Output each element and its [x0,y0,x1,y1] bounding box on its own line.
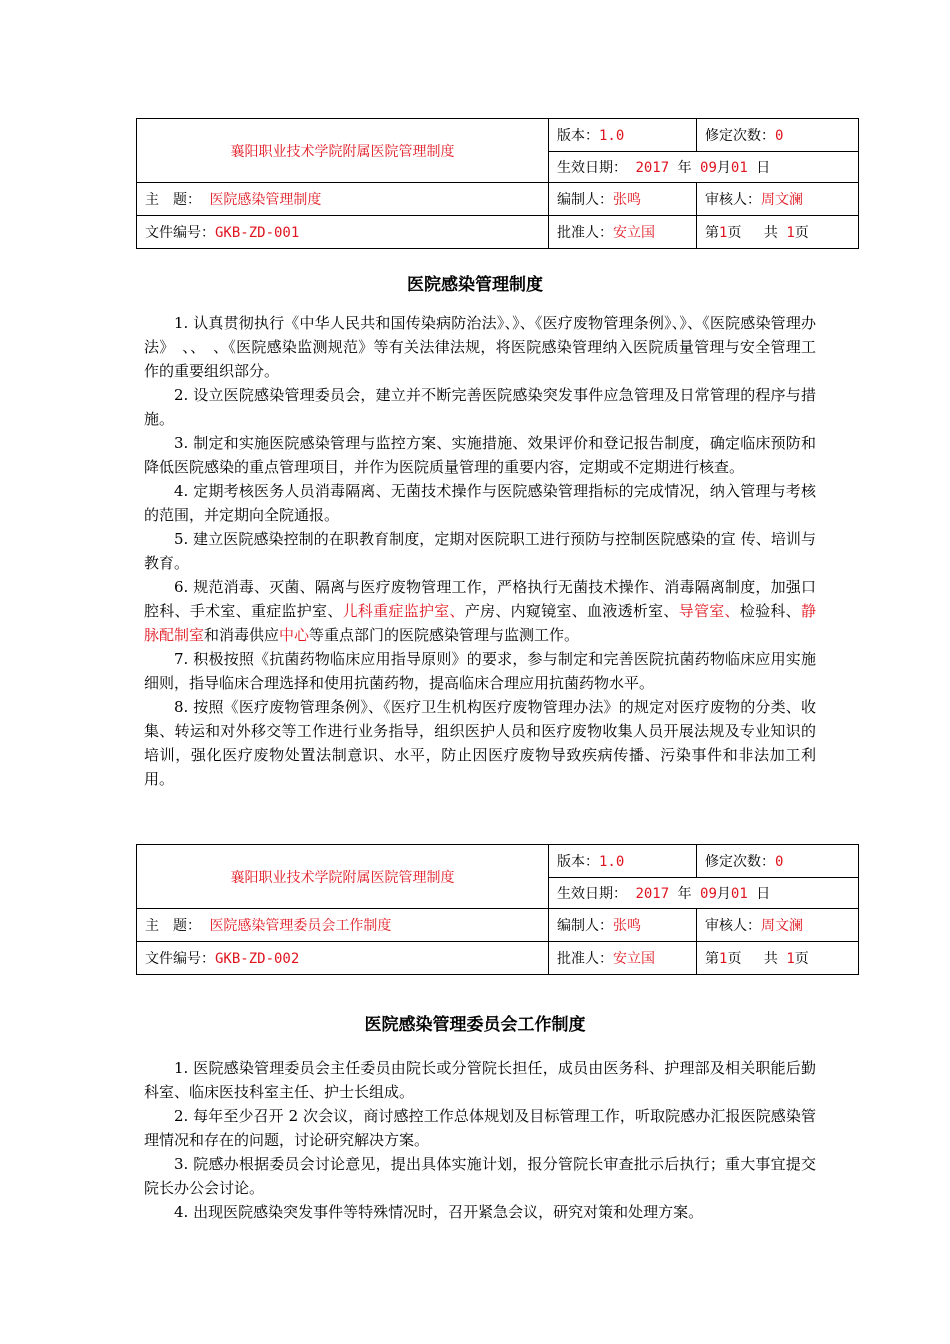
page-mid: 页 共 [727,951,778,967]
page-prefix: 第 [705,225,719,241]
page-total: 1 [786,225,795,241]
highlight-text: 中心 [279,626,310,644]
highlight-text: 导管室、 [678,602,740,620]
page-count-cell [697,216,859,249]
docno-value: GKB-ZD-001 [215,225,300,241]
docno-cell [137,216,549,249]
revision-cell [697,119,859,152]
page-number: 1 [719,951,728,967]
editor-cell [549,183,697,216]
page-suffix: 页 [794,951,809,967]
effective-day: 01 [730,886,748,902]
effective-date-cell [549,878,859,909]
subject-value: 医院感染管理制度 [209,192,322,208]
highlight-text: 儿科重症监护室、 [342,602,465,620]
page-total: 1 [786,951,795,967]
editor-cell [549,909,697,942]
paragraph: 2. 每年至少召开 2 次会议，商讨感控工作总体规划及目标管理工作，听取院感办汇报医院感染管理情况和存在的问题，讨论研究解决方案。 [144,1107,816,1149]
text-run: 和消毒供应 [204,626,280,644]
paragraph: 3. 制定和实施医院感染管理与监控方案、实施措施、效果评价和登记报告制度，确定临床预防和降低医院感染的重点管理项目，并作为医院质量管理的重要内容，定期或不定期进行核查。 [144,434,816,476]
subject-label: 主 题： [145,192,201,208]
effective-label: 生效日期： [557,160,627,176]
paragraph: 4. 定期考核医务人员消毒隔离、无菌技术操作与医院感染管理指标的完成情况，纳入管理与考核的范围，并定期向全院通报。 [144,482,816,524]
reviewer-label: 审核人： [705,918,761,934]
editor-value: 张鸣 [613,918,641,934]
effective-year: 2017 [635,886,670,902]
subject-value: 医院感染管理委员会工作制度 [209,918,392,934]
editor-label: 编制人： [557,192,613,208]
approver-label: 批准人： [557,225,613,241]
version-cell [549,845,697,878]
effective-year: 2017 [635,160,670,176]
reviewer-cell [697,909,859,942]
docno-label: 文件编号： [145,951,215,967]
section-title: 医院感染管理制度 [407,275,543,295]
subject-cell [137,183,549,216]
page-suffix: 页 [794,225,809,241]
subject-cell [137,909,549,942]
revision-cell [697,845,859,878]
approver-value: 安立国 [613,951,655,967]
page-number: 1 [719,225,728,241]
effective-month: 09 [700,160,717,176]
day-char: 日 [756,160,771,176]
approver-label: 批准人： [557,951,613,967]
version-label: 版本： [557,128,599,144]
subject-label: 主 题： [145,918,201,934]
revision-value: 0 [775,128,784,144]
highlight-text: 静脉配制室 [144,602,816,644]
text-run: 产房、内窥镜室、血液透析室、 [464,602,679,620]
revision-label: 修定次数： [705,128,775,144]
docno-label: 文件编号： [145,225,215,241]
year-char: 年 [677,886,692,902]
docno-cell [137,942,549,975]
month-char: 月 [716,886,731,902]
text-run: 等重点部门的医院感染管理与监测工作。 [309,626,580,644]
document-header-table [136,118,859,249]
editor-value: 张鸣 [613,192,641,208]
reviewer-value: 周文澜 [761,918,803,934]
text-run: 6. 规范消毒、灭菌、隔离与医疗废物管理工作，严格执行无菌技术操作、消毒隔离制度，加强口腔科、手术室、重症监护室、 [144,578,816,620]
version-cell [549,119,697,152]
document-header-table [136,844,859,975]
paragraph: 3. 院感办根据委员会讨论意见，提出具体实施计划，报分管院长审查批示后执行；重大事宜提交院长办公会讨论。 [144,1155,816,1197]
reviewer-cell [697,183,859,216]
docno-value: GKB-ZD-002 [215,951,300,967]
paragraph-item-6 [144,575,816,647]
text-run: 检验科、 [739,602,801,620]
paragraph: 7. 积极按照《抗菌药物临床应用指导原则》的要求，参与制定和完善医院抗菌药物临床应用实施细则，指导临床合理选择和使用抗菌药物，提高临床合理应用抗菌药物水平。 [144,650,816,692]
paragraph: 8. 按照《医疗废物管理条例》、《医疗卫生机构医疗废物管理办法》的规定对医疗废物的分类、收集、转运和对外移交等工作进行业务指导，组织医护人员和医疗废物收集人员开展法规及专业知识的培训，强化医疗废物处置法制意识、水平，防止因医疗废物导致疾病传播、污染事件和非法加工利用。 [144,698,816,788]
paragraph: 1. 认真贯彻执行《中华人民共和国传染病防治法》、》、《医疗废物管理条例》、》、《医院感染管理办法》 、、 、《医院感染监测规范》等有关法律法规，将医院感染管理纳入医院质量管理与安全管理工作的重要组织部分。 [144,314,816,380]
institution-name: 襄阳职业技术学院附属医院管理制度 [137,119,549,183]
year-char: 年 [677,160,692,176]
paragraph: 2. 设立医院感染管理委员会，建立并不断完善医院感染突发事件应急管理及日常管理的程序与措施。 [144,386,816,428]
revision-label: 修定次数： [705,854,775,870]
paragraph: 5. 建立医院感染控制的在职教育制度，定期对医院职工进行预防与控制医院感染的宣 传、培训与教育。 [144,530,816,572]
paragraph: 1. 医院感染管理委员会主任委员由院长或分管院长担任，成员由医务科、护理部及相关职能后勤科室、临床医技科室主任、护士长组成。 [144,1059,816,1101]
version-value: 1.0 [599,128,625,144]
paragraph: 4. 出现医院感染突发事件等特殊情况时，召开紧急会议，研究对策和处理方案。 [174,1203,704,1221]
effective-month: 09 [700,886,717,902]
approver-value: 安立国 [613,225,655,241]
section-body [144,1056,816,1224]
section-body [144,311,816,791]
institution-name: 襄阳职业技术学院附属医院管理制度 [137,845,549,909]
reviewer-value: 周文澜 [761,192,803,208]
page-count-cell [697,942,859,975]
approver-cell [549,942,697,975]
effective-date-cell [549,152,859,183]
day-char: 日 [756,886,771,902]
section-title: 医院感染管理委员会工作制度 [364,1015,586,1035]
page-mid: 页 共 [727,225,778,241]
reviewer-label: 审核人： [705,192,761,208]
version-value: 1.0 [599,854,625,870]
page-prefix: 第 [705,951,719,967]
effective-label: 生效日期： [557,886,627,902]
approver-cell [549,216,697,249]
editor-label: 编制人： [557,918,613,934]
version-label: 版本： [557,854,599,870]
effective-day: 01 [730,160,748,176]
month-char: 月 [716,160,731,176]
revision-value: 0 [775,854,784,870]
